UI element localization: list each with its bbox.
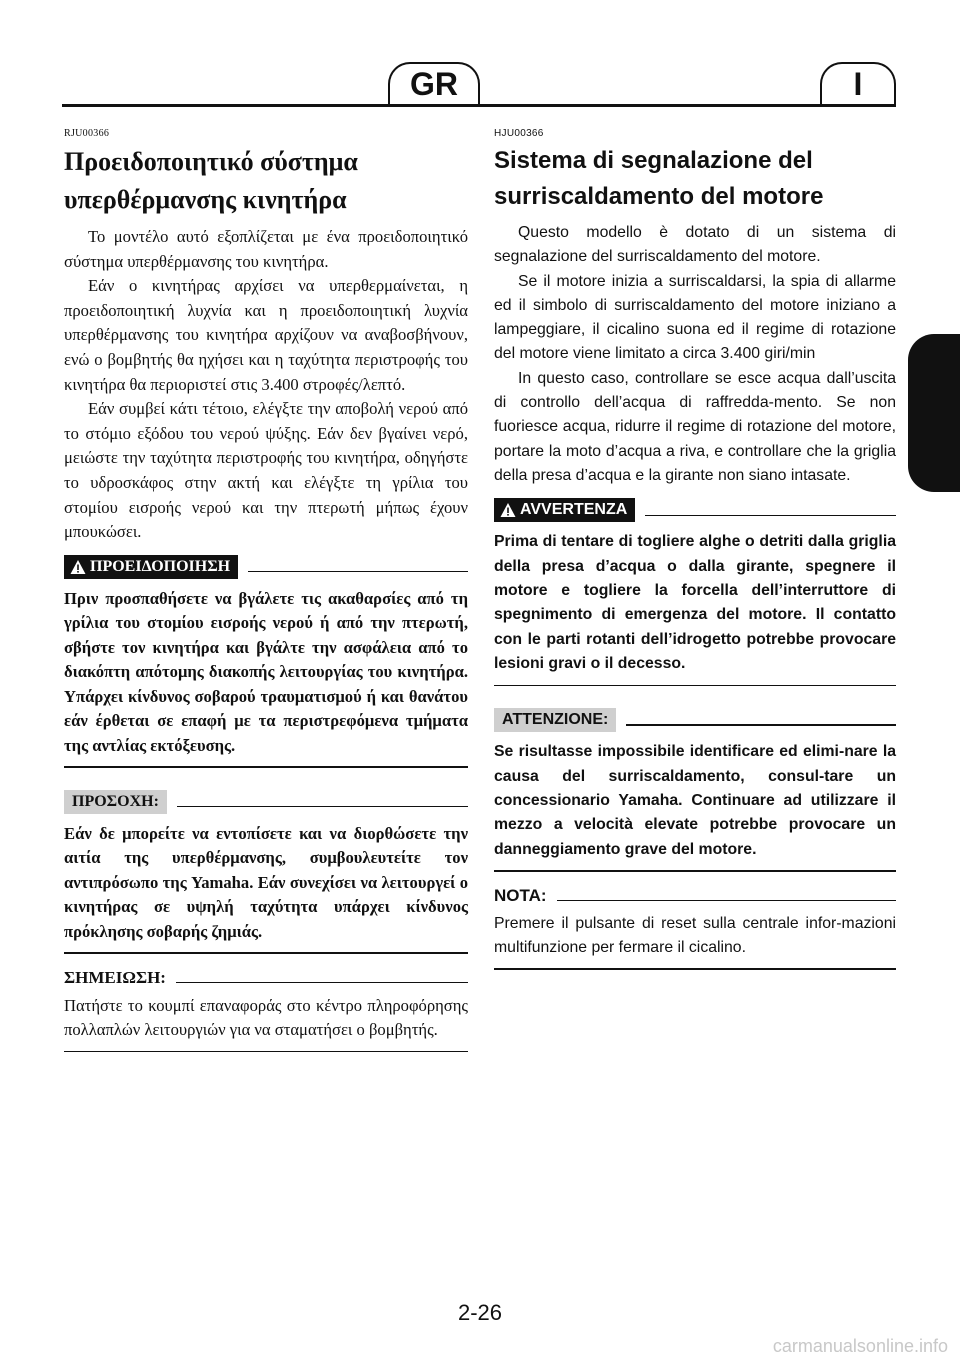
chapter-thumb-tab bbox=[908, 334, 960, 492]
section-title-line1: Sistema di segnalazione del bbox=[494, 147, 813, 174]
caution-end-rule bbox=[494, 870, 896, 872]
warning-text: Prima di tentare di togliere alghe o detriti dalla griglia della presa d’acqua o dalla girante, spegnere il motore e togliere la forcella dell’interruttore di spegnimento di emergenza del motore. Il contatto con le parti rotanti dell’idrogetto potrebbe provocare lesioni gravi o il decesso. bbox=[494, 533, 896, 673]
note-label: NOTA: bbox=[494, 885, 547, 905]
warning-label: AVVERTENZA bbox=[520, 501, 628, 519]
caution-rule bbox=[626, 724, 896, 726]
note-rule bbox=[557, 900, 896, 902]
header-rule bbox=[62, 104, 896, 107]
section-title-line1: Προειδοποιητικό σύστημα bbox=[64, 147, 358, 176]
caution-header bbox=[64, 790, 468, 814]
section-title bbox=[494, 143, 896, 215]
note-label: ΣΗΜΕΙΩΣΗ: bbox=[64, 967, 166, 987]
page-number: 2-26 bbox=[457, 1300, 503, 1325]
note-rule bbox=[176, 982, 468, 984]
warning-rule bbox=[645, 515, 896, 517]
italian-column bbox=[494, 116, 896, 970]
note-text: Πατήστε το κουμπί επαναφοράς στο κέντρο πληροφόρησης πολλαπλών λειτουργιών για να σταματήσει ο βομβητής. bbox=[64, 995, 468, 1040]
note-end-rule bbox=[64, 1051, 468, 1053]
warning-triangle-icon bbox=[70, 559, 86, 575]
warning-rule bbox=[248, 571, 468, 573]
section-title bbox=[64, 143, 468, 219]
caution-rule bbox=[177, 806, 468, 808]
note-header bbox=[64, 968, 468, 988]
warning-end-rule bbox=[64, 766, 468, 768]
paragraph-1: Το μοντέλο αυτό εξοπλίζεται με ένα προειδοποιητικό σύστημα υπερθέρμανσης του κινητήρα. bbox=[64, 227, 468, 271]
section-code: HJU00366 bbox=[494, 128, 544, 139]
paragraph-2: Se il motore inizia a surriscaldarsi, la spia di allarme ed il simbolo di surriscaldamento del motore iniziano a lampeggiare, il cicalino suona ed il regime di rotazione del motore viene limitato a circa 3.400 giri/min bbox=[494, 272, 896, 363]
language-tab-i: I bbox=[820, 62, 896, 104]
warning-label: ΠΡΟΕΙΔΟΠΟΙΗΣΗ bbox=[90, 557, 231, 575]
language-tab-gr: GR bbox=[388, 62, 480, 104]
warning-header bbox=[494, 498, 896, 522]
section-code: RJU00366 bbox=[64, 128, 110, 139]
note-header bbox=[494, 886, 896, 906]
caution-text: Εάν δε μπορείτε να εντοπίσετε και να διορθώσετε την αιτία της υπερθέρμανσης, συμβουλευτείτε τον αντιπρόσωπο της Yamaha. Εάν συνεχίσει να λειτουργεί ο κινητήρας σε υψηλή ταχύτητα υπάρχει κίνδυνος πρόκλησης σοβαρής ζημιάς. bbox=[64, 823, 468, 941]
warning-triangle-icon bbox=[500, 502, 516, 518]
warning-text: Πριν προσπαθήσετε να βγάλετε τις ακαθαρσίες από τη γρίλια του στομίου εισροής νερού ή από την πτερωτή, σβήστε τον κινητήρα και βγάλτε την ασφάλεια από το διακόπτη απότομης διακοπής λειτουργίας του κινητήρα. Υπάρχει κίνδυνος σοβαρού τραυματισμού ή και θανάτου εάν έρθεται σε επαφή με τα περιστρεφόμενα τμήματα της αντλίας εκτόξευσης. bbox=[64, 588, 468, 755]
caution-badge: ATTENZIONE: bbox=[494, 708, 616, 732]
note-end-rule bbox=[494, 968, 896, 970]
paragraph-3: In questo caso, controllare se esce acqua dall’uscita di controllo dell’acqua di raffredda-mento. Se non fuoriesce acqua, ridurre il regime di rotazione del motore, portare la moto d’acqua a riva, e controllare che la griglia della presa d’acqua e la girante non siano intasate. bbox=[494, 369, 896, 484]
caution-text: Se risultasse impossibile identificare ed elimi-nare la causa del surriscaldamento, consul-tare un concessionario Yamaha. Continuare ad utilizzare il mezzo a velocità elevate potrebbe provocare un danneggiamento grave del motore. bbox=[494, 743, 896, 858]
warning-header bbox=[64, 555, 468, 579]
section-title-line2: surriscaldamento del motore bbox=[494, 183, 824, 210]
warning-end-rule bbox=[494, 685, 896, 687]
paragraph-2: Εάν ο κινητήρας αρχίσει να υπερθερμαίνεται, η προειδοποιητική λυχνία και η προειδοποιητική λυχνία υπερθέρμανσης του κινητήρα αρχίζουν να αναβοσβήνουν, ενώ ο βομβητής θα ηχήσει και η ταχύτητα περιστροφής του κινητήρα θα περιοριστεί στις 3.400 στροφές/λεπτό. bbox=[64, 276, 468, 394]
warning-badge bbox=[64, 555, 238, 579]
paragraph-3: Εάν συμβεί κάτι τέτοιο, ελέγξτε την αποβολή νερού από το στόμιο εξόδου του νερού ψύξης. Εάν δεν βγαίνει νερό, μειώστε την ταχύτητα περιστροφής του κινητήρα, οδηγήστε το υδροσκάφος στην ακτή και ελέγξτε τη γρίλια του στομίου εισροής νερού και την πτερωτή μήπως έχουν μπουκώσει. bbox=[64, 399, 468, 542]
caution-end-rule bbox=[64, 952, 468, 954]
paragraph-1: Questo modello è dotato di un sistema di segnalazione del surriscaldamento del motore. bbox=[494, 224, 896, 266]
section-title-line2: υπερθέρμανσης κινητήρα bbox=[64, 185, 347, 214]
greek-column bbox=[64, 116, 468, 1052]
warning-badge bbox=[494, 498, 635, 522]
watermark: carmanualsonline.info bbox=[772, 1336, 948, 1356]
caution-header bbox=[494, 708, 896, 732]
caution-badge: ΠΡΟΣΟΧΗ: bbox=[64, 790, 167, 814]
note-text: Premere il pulsante di reset sulla centrale infor-mazioni multifunzione per fermare il cicalino. bbox=[494, 914, 896, 957]
